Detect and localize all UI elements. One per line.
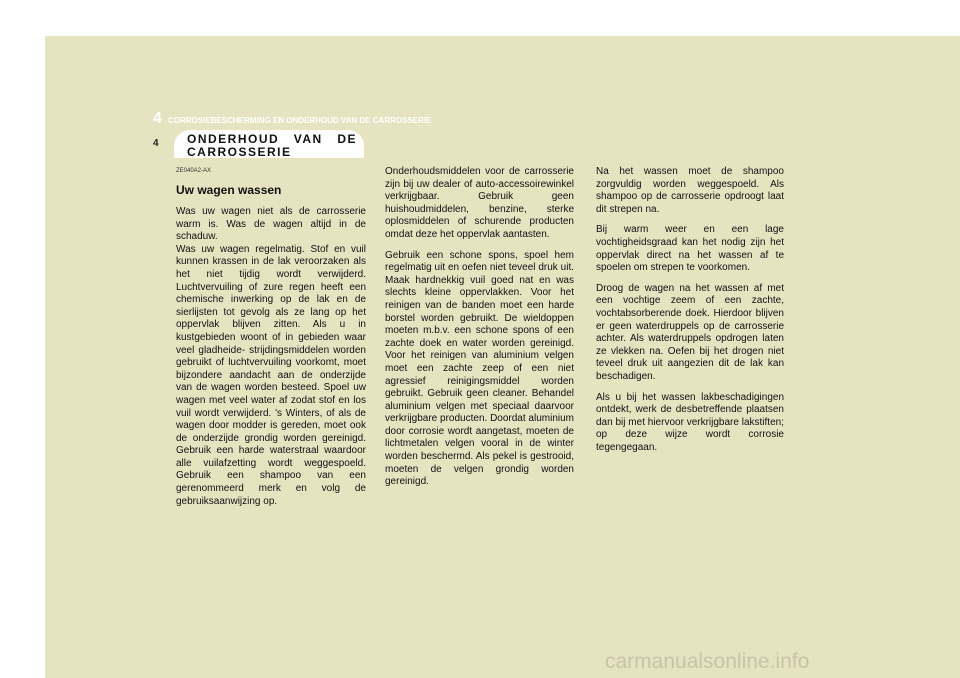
paragraph: Als u bij het wassen lakbeschadigingen ontdekt, werk de desbetreffende plaatsen dan bij met hiervoor verkrijgbare lakstiften; op deze wijze wordt corrosie tegengegaan. <box>596 391 784 453</box>
section-code: ZE040A2-AX <box>176 168 212 174</box>
text-column-2 <box>385 166 574 497</box>
paragraph: Gebruik een schone spons, spoel hem regelmatig uit en oefen niet teveel druk uit. Maak hardnekkig vuil goed nat en was slechts kleine oppervlakken. Voor het reinigen van de banden moet een harde borstel worden gebruikt. De wieldoppen moeten m.b.v. een schone spons of een zachte doek en water worden gereinigd. Voor het reinigen van aluminium velgen moet een zachte zeep of een niet agressief reinigingsmiddel worden gebruikt. Gebruik geen cleaner. Behandel aluminium velgen met speciaal daarvoor verkrijgbare producten. Doordat aluminium door corrosie wordt aangetast, moeten de lichtmetalen velgen vooral in de winter worden beschermd. Als pekel is gestrooid, moeten de velgen grondig worden gereinigd. <box>385 249 574 488</box>
chapter-title: CORROSIEBESCHERMING EN ONDERHOUD VAN DE CARROSSERIE <box>168 116 432 125</box>
paragraph: Onderhoudsmiddelen voor de carrosserie zijn bij uw dealer of auto-accessoirewinkel verkrijgbaar. Gebruik geen huishoudmiddelen, benzine, sterke oplosmiddelen of schurende producten omdat deze het oppervlak aantasten. <box>385 166 574 240</box>
page-number: 4 <box>153 138 159 149</box>
section-title: ONDERHOUD VAN DE CARROSSERIE <box>187 132 357 159</box>
text-column-3 <box>596 166 784 462</box>
chapter-number: 4 <box>153 110 162 127</box>
paragraph: Na het wassen moet de shampoo zorgvuldig worden weggespoeld. Als shampoo op de carrosserie opdroogt laat dit strepen na. <box>596 166 784 215</box>
paragraph: Bij warm weer en een lage vochtigheidsgraad kan het nodig zijn het oppervlak direct na het wassen af te spoelen om strepen te voorkomen. <box>596 224 784 274</box>
paragraph: Was uw wagen niet als de carrosserie warm is. Was de wagen altijd in de schaduw. Was uw wagen regelmatig. Stof en vuil kunnen krassen in de lak veroorzaken als het niet tijdig wordt verwijderd. Luchtvervuiling of zure regen heeft een chemische inwerking op de lak en de sierlijsten tot gevolg als ze lang op het oppervlak blijven zitten. Als u in kustgebieden woont of in gebieden waar veel gladheide- strijdingsmiddelen worden gebruikt of luchtvervuiling voorkomt, moet bijzondere aandacht aan de onderzijde van de wagen worden besteed. Spoel uw wagen met veel water af zodat stof en los vuil wordt verwijderd. 's Winters, of als de wagen door modder is gereden, moet ook de onderzijde grondig worden gereinigd. Gebruik een harde waterstraal waardoor alle vuilafzetting wordt weggespoeld. Gebruik een shampoo van een gerenommeerd merk en volg de gebruiksaanwijzing op. <box>176 206 366 507</box>
text-column-1 <box>176 168 366 508</box>
subheading: Uw wagen wassen <box>176 183 282 197</box>
watermark-text: carmanualsonline.info <box>605 650 810 673</box>
paragraph: Droog de wagen na het wassen af met een vochtige zeem of een zachte, vochtabsorberende doek. Hierdoor blijven er geen waterdruppels op de carrosserie achter. Als waterdruppels opdrogen laten ze vlekken na. Oefen bij het drogen niet teveel druk uit aangezien dit de lak kan beschadigen. <box>596 282 784 382</box>
